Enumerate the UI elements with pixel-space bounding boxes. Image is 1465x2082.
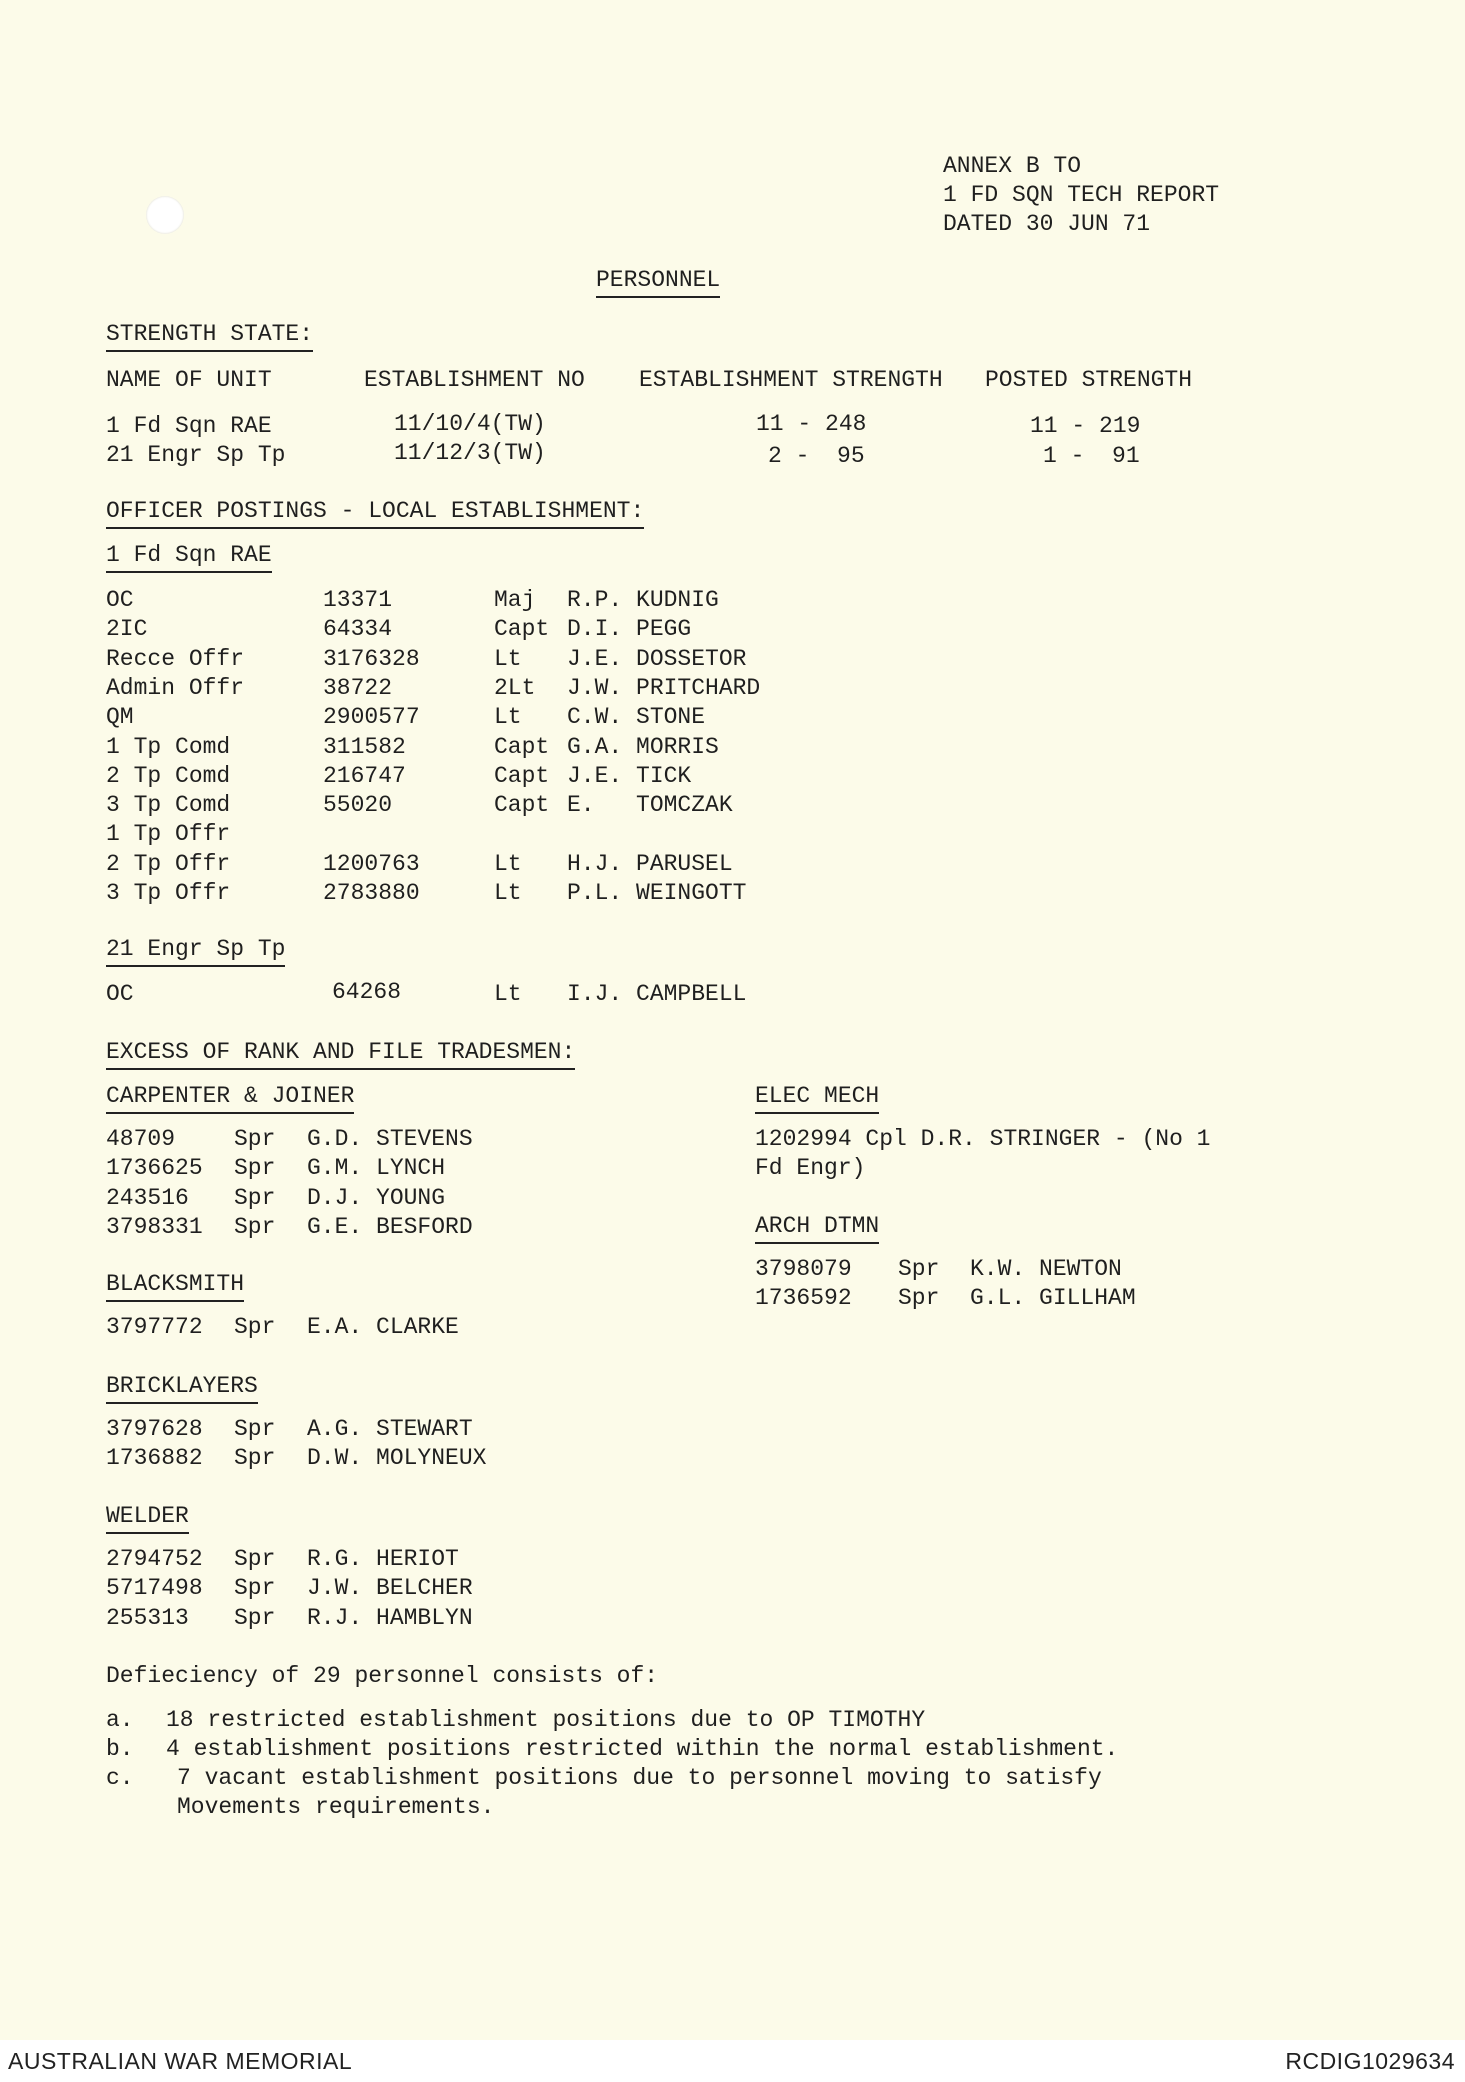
rank: Spr xyxy=(234,1213,276,1240)
unit-1-heading: 1 Fd Sqn RAE xyxy=(106,541,272,573)
elec-mech-line-1: 1202994 Cpl D.R. STRINGER - (No 1 xyxy=(755,1126,1211,1152)
annex-line-3: DATED 30 JUN 71 xyxy=(943,211,1151,237)
rank: Spr xyxy=(234,1575,276,1602)
officer-rank: Lt xyxy=(494,981,522,1007)
officer-appointment: OC xyxy=(106,587,134,613)
unit-2-heading: 21 Engr Sp Tp xyxy=(106,935,285,967)
strength-row-est-no: 11/10/4(TW) xyxy=(394,411,546,437)
excess-heading: EXCESS OF RANK AND FILE TRADESMEN: xyxy=(106,1038,575,1070)
officer-appointment: 2 Tp Comd xyxy=(106,762,231,789)
officer-name: C.W. STONE xyxy=(567,704,706,731)
rank: Spr xyxy=(234,1445,276,1472)
officer-name: J.E. TICK xyxy=(567,762,692,789)
footer-archive-name: AUSTRALIAN WAR MEMORIAL xyxy=(8,2048,353,2074)
officer-name: H.J. PARUSEL xyxy=(567,850,733,877)
person-name: A.G. STEWART xyxy=(307,1416,473,1442)
officer-rank: Lt xyxy=(494,704,522,731)
deficiency-intro: Defieciency of 29 personnel consists of: xyxy=(106,1663,659,1689)
elec-mech-line-2: Fd Engr) xyxy=(755,1155,866,1181)
service-number: 255313 xyxy=(106,1604,189,1631)
officer-appointment: OC xyxy=(106,981,134,1007)
punch-hole xyxy=(146,196,184,234)
service-number: 5717498 xyxy=(106,1575,203,1602)
carpenter-heading: CARPENTER & JOINER xyxy=(106,1082,354,1114)
officer-rank: Capt xyxy=(494,616,550,643)
officer-name: J.E. DOSSETOR xyxy=(567,645,747,672)
person-name: D.J. YOUNG xyxy=(307,1184,446,1211)
strength-row-est-strength: 2 - 95 xyxy=(768,443,865,469)
officer-number: 216747 xyxy=(323,762,406,789)
column-header-unit: NAME OF UNIT xyxy=(106,367,272,393)
officer-number: 64334 xyxy=(323,616,393,643)
service-number: 48709 xyxy=(106,1126,176,1152)
officer-number: 38722 xyxy=(323,674,393,701)
welder-heading: WELDER xyxy=(106,1502,189,1534)
officer-name: R.P. KUDNIG xyxy=(567,587,719,613)
person-name: G.E. BESFORD xyxy=(307,1213,473,1240)
person-name: G.L. GILLHAM xyxy=(970,1285,1136,1312)
officer-postings-heading: OFFICER POSTINGS - LOCAL ESTABLISHMENT: xyxy=(106,497,644,529)
rank: Spr xyxy=(234,1314,276,1340)
officer-appointment: 3 Tp Offr xyxy=(106,880,231,906)
rank: Spr xyxy=(898,1256,940,1282)
person-name: K.W. NEWTON xyxy=(970,1256,1122,1282)
officer-appointment: Admin Offr xyxy=(106,674,245,701)
person-name: D.W. MOLYNEUX xyxy=(307,1445,487,1472)
strength-row-unit: 21 Engr Sp Tp xyxy=(106,442,286,468)
officer-appointment: 3 Tp Comd xyxy=(106,792,231,819)
person-name: R.G. HERIOT xyxy=(307,1546,459,1572)
officer-name: D.I. PEGG xyxy=(567,616,692,643)
service-number: 3798331 xyxy=(106,1213,203,1240)
deficiency-text: 4 establishment positions restricted within the normal establishment. xyxy=(166,1736,1119,1762)
column-header-est-no: ESTABLISHMENT NO xyxy=(364,367,585,393)
person-name: G.D. STEVENS xyxy=(307,1126,473,1152)
officer-rank: Lt xyxy=(494,645,522,672)
deficiency-label: b. xyxy=(106,1736,134,1762)
deficiency-label: c. xyxy=(106,1765,134,1791)
blacksmith-heading: BLACKSMITH xyxy=(106,1270,244,1302)
officer-rank: 2Lt xyxy=(494,674,536,701)
person-name: R.J. HAMBLYN xyxy=(307,1604,473,1631)
officer-appointment: 1 Tp Offr xyxy=(106,821,231,848)
service-number: 1736625 xyxy=(106,1155,203,1182)
officer-appointment: 1 Tp Comd xyxy=(106,733,231,760)
annex-line-2: 1 FD SQN TECH REPORT xyxy=(943,182,1220,208)
officer-appointment: 2 Tp Offr xyxy=(106,850,231,877)
officer-name: E. TOMCZAK xyxy=(567,792,733,819)
officer-number: 311582 xyxy=(323,733,406,760)
officer-name: G.A. MORRIS xyxy=(567,733,719,760)
service-number: 3798079 xyxy=(755,1256,852,1282)
officer-number: 64268 xyxy=(332,979,402,1005)
strength-heading: STRENGTH STATE: xyxy=(106,320,313,352)
person-name: E.A. CLARKE xyxy=(307,1314,459,1340)
service-number: 3797772 xyxy=(106,1314,203,1340)
rank: Spr xyxy=(898,1285,940,1312)
bricklayers-heading: BRICKLAYERS xyxy=(106,1372,258,1404)
deficiency-text: 18 restricted establishment positions due to OP TIMOTHY xyxy=(166,1707,926,1733)
person-name: G.M. LYNCH xyxy=(307,1155,446,1182)
page-title: PERSONNEL xyxy=(596,266,720,298)
service-number: 2794752 xyxy=(106,1546,203,1572)
officer-rank: Maj xyxy=(494,587,536,613)
strength-row-est-strength: 11 - 248 xyxy=(756,411,867,437)
officer-rank: Capt xyxy=(494,762,550,789)
officer-appointment: Recce Offr xyxy=(106,645,245,672)
officer-rank: Capt xyxy=(494,792,550,819)
deficiency-label: a. xyxy=(106,1707,134,1733)
service-number: 3797628 xyxy=(106,1416,203,1442)
officer-name: I.J. CAMPBELL xyxy=(567,981,747,1007)
column-header-est-strength: ESTABLISHMENT STRENGTH xyxy=(639,367,943,393)
arch-dtmn-heading: ARCH DTMN xyxy=(755,1212,879,1244)
officer-rank: Lt xyxy=(494,880,522,906)
officer-appointment: 2IC xyxy=(106,616,148,643)
officer-rank: Lt xyxy=(494,850,522,877)
officer-number: 55020 xyxy=(323,792,393,819)
person-name: J.W. BELCHER xyxy=(307,1575,473,1602)
officer-rank: Capt xyxy=(494,733,550,760)
strength-row-unit: 1 Fd Sqn RAE xyxy=(106,413,272,439)
service-number: 1736592 xyxy=(755,1285,852,1312)
officer-name: P.L. WEINGOTT xyxy=(567,880,747,906)
officer-number: 2900577 xyxy=(323,704,420,731)
strength-row-posted: 1 - 91 xyxy=(1043,443,1140,469)
officer-number: 2783880 xyxy=(323,880,420,906)
elec-mech-heading: ELEC MECH xyxy=(755,1082,879,1114)
annex-line-1: ANNEX B TO xyxy=(943,153,1082,179)
rank: Spr xyxy=(234,1604,276,1631)
strength-row-est-no: 11/12/3(TW) xyxy=(394,440,546,466)
rank: Spr xyxy=(234,1184,276,1211)
service-number: 243516 xyxy=(106,1184,189,1211)
rank: Spr xyxy=(234,1416,276,1442)
footer-record-id: RCDIG1029634 xyxy=(1285,2048,1455,2074)
officer-number: 1200763 xyxy=(323,850,420,877)
officer-number: 13371 xyxy=(323,587,393,613)
officer-appointment: QM xyxy=(106,704,134,731)
officer-name: J.W. PRITCHARD xyxy=(567,674,761,701)
deficiency-text-continued: Movements requirements. xyxy=(177,1794,495,1820)
service-number: 1736882 xyxy=(106,1445,203,1472)
rank: Spr xyxy=(234,1126,276,1152)
officer-number: 3176328 xyxy=(323,645,420,672)
rank: Spr xyxy=(234,1546,276,1572)
rank: Spr xyxy=(234,1155,276,1182)
column-header-posted-strength: POSTED STRENGTH xyxy=(985,367,1193,393)
deficiency-text: 7 vacant establishment positions due to personnel moving to satisfy xyxy=(177,1765,1102,1791)
strength-row-posted: 11 - 219 xyxy=(1030,413,1141,439)
